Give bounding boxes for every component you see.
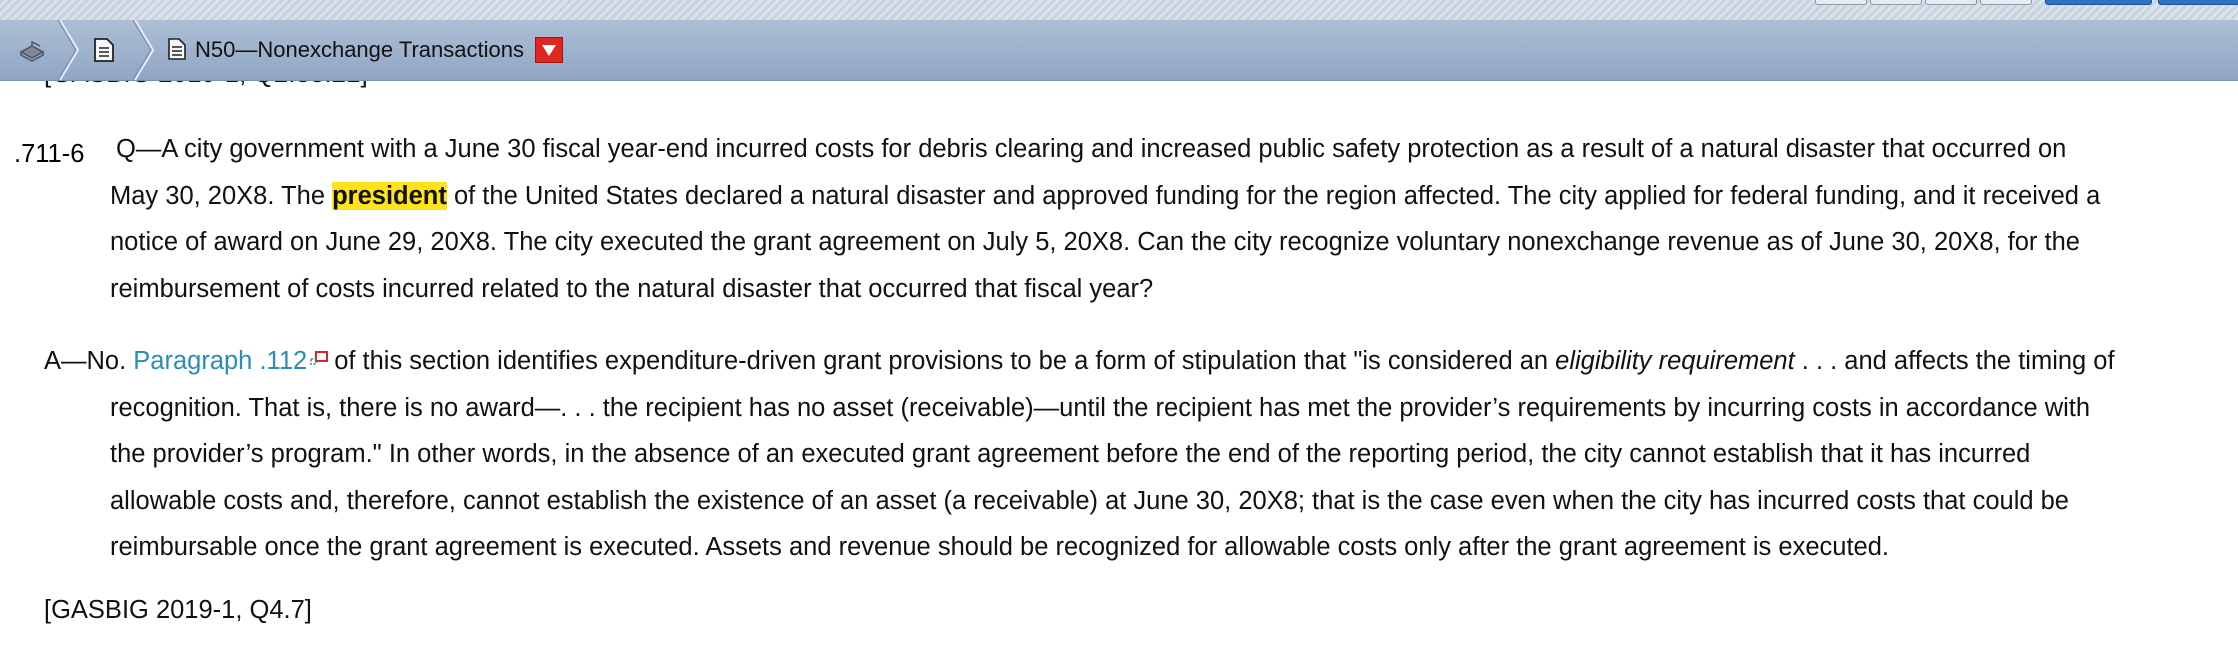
answer-line: allowable costs and, therefore, cannot establish the existence of an asset (a receivable) at June 30, 20X8; that is the case even when the city has incurred costs that could be bbox=[110, 486, 2069, 515]
external-link-icon[interactable] bbox=[310, 336, 328, 383]
paragraph-number: .711-6 bbox=[14, 140, 85, 168]
answer-paragraph bbox=[44, 336, 2115, 571]
search-highlight: president bbox=[332, 181, 447, 210]
question-line: May 30, 20X8. The president of the United States declared a natural disaster and approved funding for the region affected. The city applied for federal funding, and it received a bbox=[110, 181, 2101, 210]
document-icon bbox=[167, 37, 187, 66]
answer-line: A—No. Paragraph .112 of this section identifies expenditure-driven grant provisions to be a form of stipulation that "is considered an eligibility requirement . . . and affects the timing of bbox=[44, 336, 2115, 385]
breadcrumb-separator bbox=[58, 20, 80, 80]
breadcrumb-separator bbox=[133, 20, 155, 80]
question-paragraph bbox=[110, 126, 2100, 312]
question-line: reimbursement of costs incurred related to the natural disaster that occurred that fiscal year? bbox=[110, 274, 1154, 303]
breadcrumb-dropdown-button[interactable] bbox=[535, 37, 563, 63]
triangle-down-icon bbox=[542, 45, 556, 56]
paragraph-link[interactable]: Paragraph .112 bbox=[133, 347, 308, 375]
breadcrumb-title: N50—Nonexchange Transactions bbox=[195, 37, 524, 62]
answer-line: recognition. That is, there is no award—. . . the recipient has no asset (receivable)—until the recipient has met the provider’s requirements by incurring costs in accordance with bbox=[110, 393, 2091, 422]
document-icon bbox=[93, 37, 115, 68]
question-line: notice of award on June 29, 20X8. The city executed the grant agreement on July 5, 20X8. Can the city recognize voluntary nonexchange revenue as of June 30, 20X8, for the bbox=[110, 228, 2080, 256]
book-icon bbox=[18, 38, 46, 67]
answer-line: reimbursable once the grant agreement is executed. Assets and revenue should be recognized for allowable costs only after the grant agreement is executed. bbox=[110, 533, 1889, 561]
source-reference: [GASBIG 2019-1, Q4.7] bbox=[44, 596, 312, 624]
breadcrumb-item-section[interactable] bbox=[80, 20, 135, 80]
answer-line: the provider’s program." In other words, in the absence of an executed grant agreement before the end of the reporting period, the city cannot establish that it has incurred bbox=[110, 440, 2031, 468]
question-line: Q—A city government with a June 30 fiscal year-end incurred costs for debris clearing and increased public safety protection as a result of a natural disaster that occurred on bbox=[116, 135, 2067, 163]
breadcrumb bbox=[0, 20, 2238, 81]
